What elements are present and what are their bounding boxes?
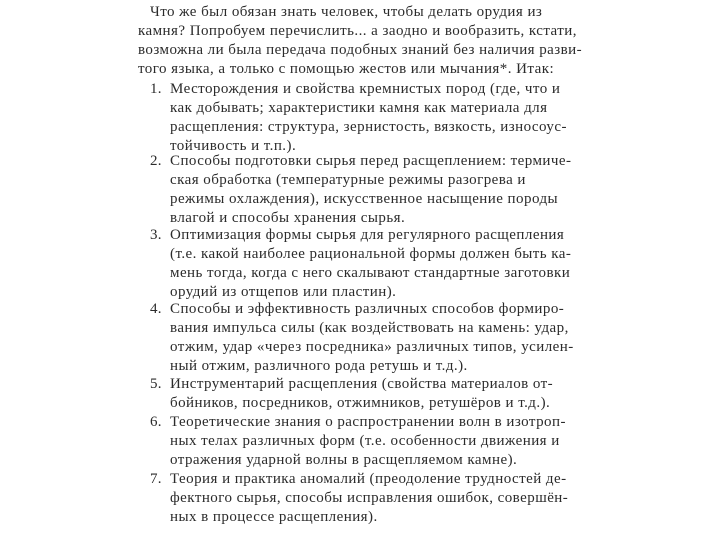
intro-line: камня? Попробуем перечислить... а заодно и вообразить, кстати, bbox=[138, 23, 577, 39]
list-item-number: 4. bbox=[150, 301, 162, 317]
list-item-line: тойчивость и т.п.). bbox=[170, 138, 297, 154]
list-item-number: 5. bbox=[150, 376, 162, 392]
list-item-line: бойников, посредников, отжимников, ретушёров и т.д.). bbox=[170, 395, 551, 411]
list-item-line: режимы охлаждения), искусственное насыщение породы bbox=[170, 191, 559, 207]
list-item-line: влагой и способы хранения сырья. bbox=[170, 210, 406, 226]
list-item-line: орудий из отщепов или пластин). bbox=[170, 284, 397, 300]
list-item-line: Инструментарий расщепления (свойства материалов от- bbox=[170, 376, 554, 392]
list-item-line: расщепления: структура, зернистость, вязкость, износоус- bbox=[170, 119, 567, 135]
list-item-line: как добывать; характеристики камня как материала для bbox=[170, 100, 548, 116]
list-item-line: фектного сырья, способы исправления ошибок, совершён- bbox=[170, 490, 569, 506]
list-item-line: отжим, удар «через посредника» различных типов, усилен- bbox=[170, 339, 574, 355]
list-item-line: вания импульса силы (как воздействовать на камень: удар, bbox=[170, 320, 569, 336]
list-item-line: Способы подготовки сырья перед расщеплением: термиче- bbox=[170, 153, 572, 169]
list-item-number: 6. bbox=[150, 414, 162, 430]
list-item-line: Месторождения и свойства кремнистых пород (где, что и bbox=[170, 81, 561, 97]
list-item-line: мень тогда, когда с него скалывают стандартные заготовки bbox=[170, 265, 571, 281]
list-item-number: 7. bbox=[150, 471, 162, 487]
intro-line: Что же был обязан знать человек, чтобы делать орудия из bbox=[150, 4, 543, 20]
list-item-number: 2. bbox=[150, 153, 162, 169]
list-item-line: Способы и эффективность различных способов формиро- bbox=[170, 301, 565, 317]
list-item-line: ный отжим, различного рода ретушь и т.д.). bbox=[170, 358, 468, 374]
list-item-line: ных в процессе расщепления). bbox=[170, 509, 378, 525]
list-item-line: Теория и практика аномалий (преодоление трудностей де- bbox=[170, 471, 567, 487]
list-item-line: ных телах различных форм (т.е. особенности движения и bbox=[170, 433, 560, 449]
intro-line: того языка, а только с помощью жестов или мычания*. Итак: bbox=[138, 61, 555, 77]
intro-line: возможна ли была передача подобных знаний без наличия разви- bbox=[138, 42, 583, 58]
list-item-line: отражения ударной волны в расщепляемом камне). bbox=[170, 452, 518, 468]
list-item-line: ская обработка (температурные режимы разогрева и bbox=[170, 172, 526, 188]
list-item-line: (т.е. какой наиболее рациональной формы должен быть ка- bbox=[170, 246, 572, 262]
list-item-number: 1. bbox=[150, 81, 162, 97]
list-item-line: Оптимизация формы сырья для регулярного расщепления bbox=[170, 227, 565, 243]
list-item-number: 3. bbox=[150, 227, 162, 243]
list-item-line: Теоретические знания о распространении волн в изотроп- bbox=[170, 414, 566, 430]
